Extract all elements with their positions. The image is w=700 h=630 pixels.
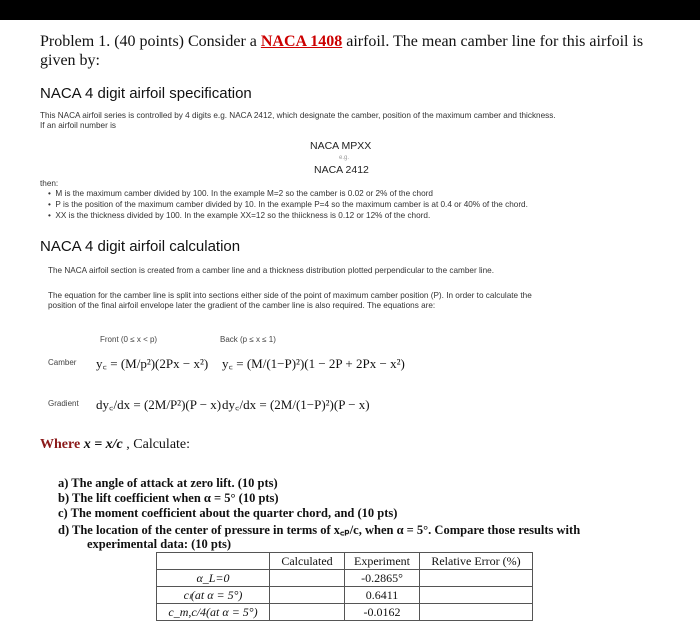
results-table <box>156 552 533 621</box>
experiment-cell: 0.6411 <box>345 587 420 604</box>
airfoil-link[interactable]: NACA 1408 <box>260 33 343 50</box>
table-header: Calculated <box>270 553 345 570</box>
calculated-cell[interactable] <box>270 587 345 604</box>
bullet-text: M is the maximum camber divided by 100. In the example M=2 so the camber is 0.02 or 2% of the chord <box>55 189 433 198</box>
question-a: a) The angle of attack at zero lift. (10 pts) <box>58 476 278 490</box>
row-label: cₗ(at α = 5°) <box>157 587 270 604</box>
question-d-cont: experimental data: (10 pts) <box>87 537 232 551</box>
gradient-back-equation: dy꜀/dx = (2M/(1−P)²)(P − x) <box>222 397 370 412</box>
gradient-label: Gradient <box>48 399 79 408</box>
top-bar <box>0 0 700 20</box>
spec-intro2: If an airfoil number is <box>40 121 116 130</box>
calc-paragraph: position of the final airfoil envelope later the gradient of the camber line is also required. The equations are: <box>48 301 436 310</box>
experiment-cell: -0.2865° <box>345 570 420 587</box>
spec-heading: NACA 4 digit airfoil specification <box>40 85 252 102</box>
error-cell[interactable] <box>420 570 533 587</box>
table-header: Experiment <box>345 553 420 570</box>
row-label: α_L=0 <box>157 570 270 587</box>
question-d: d) The location of the center of pressure in terms of x꜀ₚ/c, when α = 5°. Compare those results with <box>58 523 581 537</box>
bullet-item: • M is the maximum camber divided by 100. In the example M=2 so the camber is 0.02 or 2% of the chord <box>48 189 433 198</box>
problem-text: Problem 1. (40 points) Consider a <box>40 33 261 50</box>
table-row <box>157 604 533 621</box>
question-b: b) The lift coefficient when α = 5° (10 pts) <box>58 491 279 505</box>
problem-statement <box>40 33 643 51</box>
bullet-text: XX is the thickness divided by 100. In the example XX=12 so the thiickness is 0.12 or 12% of the chord. <box>55 211 431 220</box>
camber-back-equation: y꜀ = (M/(1−P)²)(1 − 2P + 2Px − x²) <box>222 356 405 371</box>
eg-label: e.g. <box>339 155 350 161</box>
bullet-item: • XX is the thickness divided by 100. In the example XX=12 so the thiickness is 0.12 or 12% of the chord. <box>48 211 431 220</box>
naca-pattern: NACA MPXX <box>310 140 372 152</box>
back-label: Back (p ≤ x ≤ 1) <box>220 335 276 344</box>
error-cell[interactable] <box>420 604 533 621</box>
camber-front-equation: y꜀ = (M/p²)(2Px − x²) <box>96 356 209 371</box>
calculated-cell[interactable] <box>270 604 345 621</box>
bullet-item: • P is the position of the maximum camber divided by 10. In the example P=4 so the maximum camber is at 0.4 or 40% of the chord. <box>48 200 528 209</box>
spec-intro: This NACA airfoil series is controlled by 4 digits e.g. NACA 2412, which designate the camber, position of the maximum camber and thickness. <box>40 111 556 120</box>
table-header: Relative Error (%) <box>420 553 533 570</box>
gradient-front-equation: dy꜀/dx = (2M/P²)(P − x) <box>96 397 222 412</box>
error-cell[interactable] <box>420 587 533 604</box>
bullet-text: P is the position of the maximum camber divided by 10. In the example P=4 so the maximum camber is at 0.4 or 40% of the chord. <box>55 200 528 209</box>
where-label: Where <box>40 437 84 452</box>
experiment-cell: -0.0162 <box>345 604 420 621</box>
calc-heading: NACA 4 digit airfoil calculation <box>40 238 241 255</box>
calculate-text: , Calculate: <box>122 437 191 452</box>
calc-paragraph: The equation for the camber line is split into sections either side of the point of maximum camber position (P). In order to calculate the <box>48 291 532 300</box>
table-header-row <box>157 553 533 570</box>
front-label: Front (0 ≤ x < p) <box>100 335 158 344</box>
question-c: c) The moment coefficient about the quarter chord, and (10 pts) <box>58 506 398 520</box>
table-header <box>157 553 270 570</box>
calculated-cell[interactable] <box>270 570 345 587</box>
naca-example: NACA 2412 <box>314 164 369 176</box>
problem-line2: given by: <box>40 52 100 69</box>
table-row <box>157 587 533 604</box>
then-label: then: <box>40 179 59 188</box>
calc-paragraph: The NACA airfoil section is created from a camber line and a thickness distribution plotted perpendicular to the camber line. <box>48 266 494 275</box>
row-label: c_m,c/4(at α = 5°) <box>157 604 270 621</box>
table-row <box>157 570 533 587</box>
problem-text: airfoil. The mean camber line for this airfoil is <box>342 33 644 50</box>
where-line <box>40 437 190 453</box>
camber-label: Camber <box>48 358 77 367</box>
where-equation: x = x/c <box>83 437 123 452</box>
